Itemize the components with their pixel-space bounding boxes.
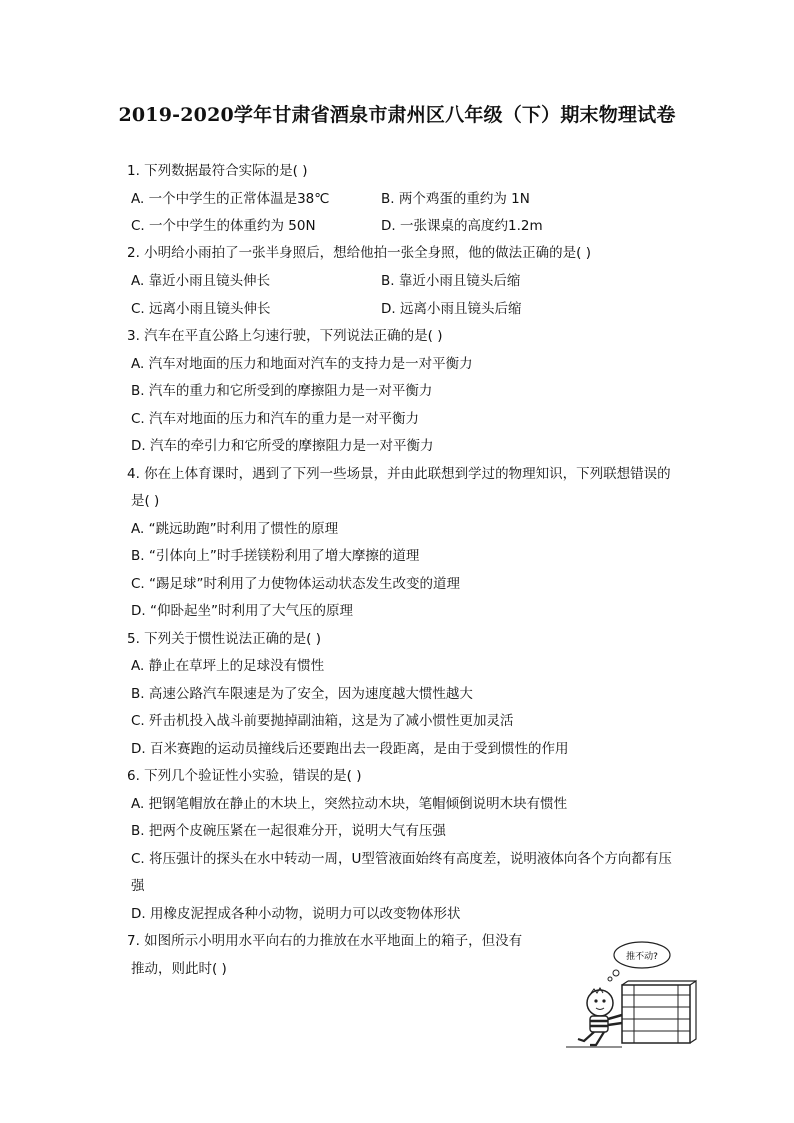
q5-option-c: C. 歼击机投入战斗前要抛掉副油箱，这是为了减小惯性更加灵活 bbox=[131, 713, 514, 729]
boy bbox=[566, 988, 622, 1047]
question-1-stem: 1. 下列数据最符合实际的是( ) bbox=[127, 163, 308, 179]
q2-option-d: D. 远离小雨且镜头后缩 bbox=[381, 301, 522, 317]
boy-pushing-box-figure bbox=[560, 935, 700, 1055]
question-4-stem-cont: 是( ) bbox=[131, 493, 160, 509]
q1-option-c: C. 一个中学生的体重约为 50N bbox=[131, 218, 316, 234]
page-title: 2019-2020学年甘肃省酒泉市肃州区八年级（下）期末物理试卷 bbox=[118, 104, 676, 126]
q4-option-d: D. “仰卧起坐”时利用了大气压的原理 bbox=[131, 603, 353, 619]
question-3-stem: 3. 汽车在平直公路上匀速行驶，下列说法正确的是( ) bbox=[127, 328, 443, 344]
q2-option-c: C. 远离小雨且镜头伸长 bbox=[131, 301, 271, 317]
q3-option-a: A. 汽车对地面的压力和地面对汽车的支持力是一对平衡力 bbox=[131, 356, 473, 372]
q6-option-c-cont: 强 bbox=[131, 878, 145, 894]
q6-option-c: C. 将压强计的探头在水中转动一周，U型管液面始终有高度差，说明液体向各个方向都有压 bbox=[131, 851, 672, 867]
q5-option-b: B. 高速公路汽车限速是为了安全，因为速度越大惯性越大 bbox=[131, 686, 473, 702]
q3-option-d: D. 汽车的牵引力和它所受的摩擦阻力是一对平衡力 bbox=[131, 438, 434, 454]
question-7-stem: 7. 如图所示小明用水平向右的力推放在水平地面上的箱子，但没有 bbox=[127, 933, 523, 949]
question-5-stem: 5. 下列关于惯性说法正确的是( ) bbox=[127, 631, 321, 647]
q4-option-c: C. “踢足球”时利用了力使物体运动状态发生改变的道理 bbox=[131, 576, 460, 592]
question-4-stem: 4. 你在上体育课时，遇到了下列一些场景，并由此联想到学过的物理知识，下列联想错误的 bbox=[127, 466, 671, 482]
speech-bubble-text: 推不动? bbox=[626, 952, 658, 962]
speech-bubble bbox=[608, 942, 670, 981]
q4-option-b: B. “引体向上”时手搓镁粉利用了增大摩擦的道理 bbox=[131, 548, 420, 564]
crate bbox=[622, 981, 696, 1043]
q5-option-d: D. 百米赛跑的运动员撞线后还要跑出去一段距离，是由于受到惯性的作用 bbox=[131, 741, 569, 757]
q5-option-a: A. 静止在草坪上的足球没有惯性 bbox=[131, 658, 325, 674]
q4-option-a: A. “跳远助跑”时利用了惯性的原理 bbox=[131, 521, 339, 537]
q6-option-d: D. 用橡皮泥捏成各种小动物，说明力可以改变物体形状 bbox=[131, 906, 461, 922]
question-2-stem: 2. 小明给小雨拍了一张半身照后，想给他拍一张全身照，他的做法正确的是( ) bbox=[127, 245, 591, 261]
question-6-stem: 6. 下列几个验证性小实验，错误的是( ) bbox=[127, 768, 362, 784]
q1-option-a: A. 一个中学生的正常体温是38℃ bbox=[131, 191, 330, 207]
q6-option-b: B. 把两个皮碗压紧在一起很难分开，说明大气有压强 bbox=[131, 823, 446, 839]
q1-option-b: B. 两个鸡蛋的重约为 1N bbox=[381, 191, 530, 207]
q3-option-b: B. 汽车的重力和它所受到的摩擦阻力是一对平衡力 bbox=[131, 383, 433, 399]
q6-option-a: A. 把钢笔帽放在静止的木块上，突然拉动木块，笔帽倾倒说明木块有惯性 bbox=[131, 796, 568, 812]
q1-option-d: D. 一张课桌的高度约1.2m bbox=[381, 218, 543, 234]
q2-option-a: A. 靠近小雨且镜头伸长 bbox=[131, 273, 271, 289]
q3-option-c: C. 汽车对地面的压力和汽车的重力是一对平衡力 bbox=[131, 411, 420, 427]
q2-option-b: B. 靠近小雨且镜头后缩 bbox=[381, 273, 521, 289]
question-7-stem-cont: 推动，则此时( ) bbox=[131, 961, 227, 977]
